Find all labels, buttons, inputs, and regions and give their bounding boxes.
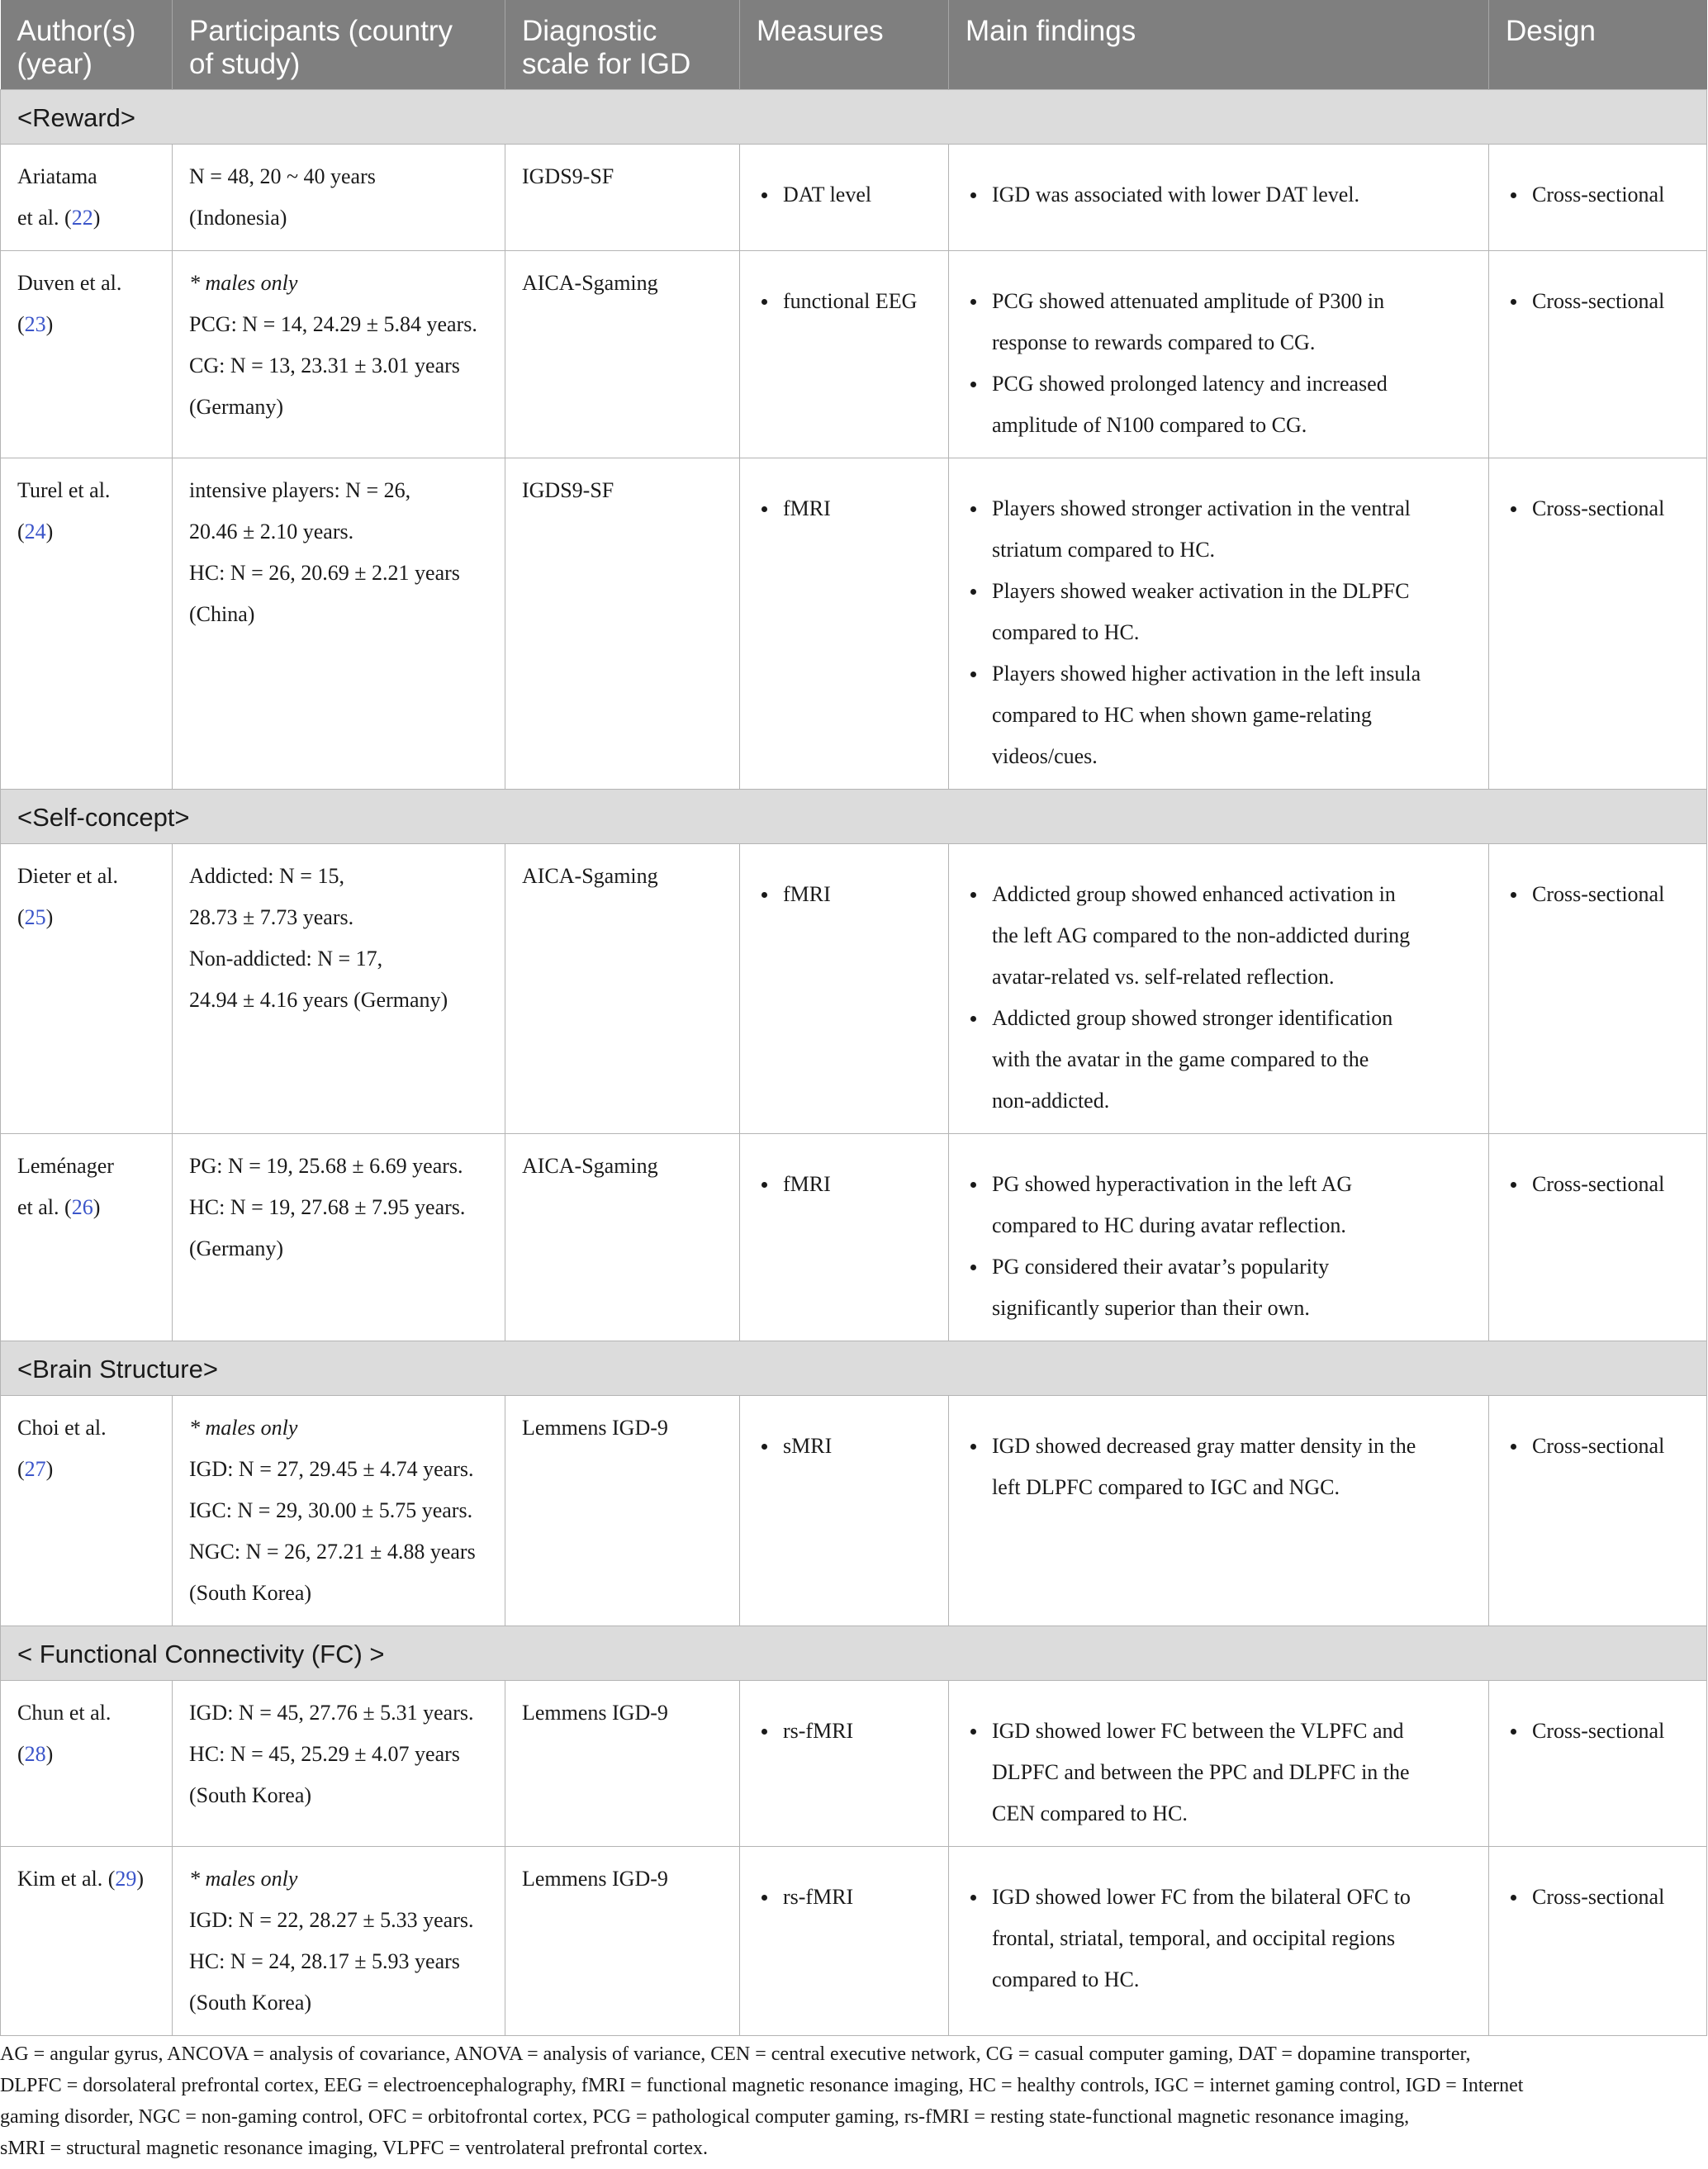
footnote-line: gaming disorder, NGC = non-gaming control, OFC = orbitofrontal cortex, PCG = pathological computer gaming, rs-fMRI = resting state-functional magnetic resonance imaging, — [0, 2106, 1410, 2128]
scale-value: AICA-Sgaming — [522, 864, 658, 888]
list-item — [992, 1877, 1473, 2001]
author-line: et al. ( — [17, 1195, 72, 1219]
author-cell — [1, 145, 173, 251]
design-list — [1504, 1426, 1691, 1467]
participants-cell — [173, 1396, 505, 1626]
design-cell — [1489, 1396, 1707, 1626]
list-item: rs-fMRI — [783, 1711, 933, 1752]
design-cell — [1489, 145, 1707, 251]
findings-list — [964, 1426, 1473, 1508]
participants-line: (China) — [189, 602, 255, 626]
author-last-line — [17, 511, 157, 553]
author-line: Ariatama — [17, 164, 97, 188]
list-item: Cross-sectional — [1532, 281, 1691, 322]
section-row — [1, 1626, 1707, 1681]
header-findings-line-1: Main findings — [965, 15, 1136, 47]
author-cell — [1, 1847, 173, 2036]
design-list — [1504, 1164, 1691, 1205]
reference-link[interactable]: 24 — [24, 520, 46, 543]
finding-line: videos/cues. — [992, 744, 1098, 768]
list-item — [992, 998, 1473, 1122]
finding-line: Players showed weaker activation in the DLPFC — [992, 579, 1410, 603]
findings-cell — [949, 251, 1489, 458]
list-item — [992, 281, 1473, 363]
author-cell — [1, 1396, 173, 1626]
findings-cell — [949, 844, 1489, 1134]
findings-cell — [949, 1681, 1489, 1847]
participants-line: IGD: N = 27, 29.45 ± 4.74 years. — [189, 1457, 474, 1481]
author-line: ( — [17, 312, 25, 336]
list-item: fMRI — [783, 488, 933, 529]
findings-cell — [949, 1134, 1489, 1341]
participants-line: Non-addicted: N = 17, — [189, 947, 383, 971]
list-item: Cross-sectional — [1532, 1877, 1691, 1918]
design-list — [1504, 874, 1691, 915]
author-last-line — [17, 197, 157, 239]
list-item — [992, 874, 1473, 998]
header-row — [1, 0, 1707, 90]
author-line: ( — [17, 1742, 25, 1766]
list-item: Cross-sectional — [1532, 174, 1691, 216]
finding-line: PCG showed attenuated amplitude of P300 in — [992, 289, 1385, 313]
scale-value: Lemmens IGD-9 — [522, 1701, 668, 1725]
header-author — [1, 0, 173, 90]
table-row — [1, 1847, 1707, 2036]
reference-link[interactable]: 28 — [24, 1742, 46, 1766]
participants-cell — [173, 1681, 505, 1847]
participants-line: (Germany) — [189, 395, 284, 419]
author-close-paren: ) — [45, 905, 54, 929]
list-item: Cross-sectional — [1532, 1426, 1691, 1467]
header-participants-line-1: Participants (country — [189, 15, 453, 47]
finding-line: PG considered their avatar’s popularity — [992, 1255, 1330, 1279]
list-item — [992, 1246, 1473, 1329]
header-measures-line-1: Measures — [757, 15, 884, 47]
scale-cell — [505, 145, 740, 251]
header-author-line-1: Author(s) — [17, 15, 136, 47]
section-row — [1, 1341, 1707, 1396]
findings-list — [964, 174, 1473, 216]
author-line: ( — [17, 905, 25, 929]
header-findings — [949, 0, 1489, 90]
header-measures — [740, 0, 949, 90]
finding-line: compared to HC when shown game-relating — [992, 703, 1372, 727]
finding-line: PG showed hyperactivation in the left AG — [992, 1172, 1353, 1196]
scale-cell — [505, 1396, 740, 1626]
table-row — [1, 1134, 1707, 1341]
participants-cell — [173, 844, 505, 1134]
list-item: fMRI — [783, 1164, 933, 1205]
participants-line: PG: N = 19, 25.68 ± 6.69 years. — [189, 1154, 463, 1178]
section-title: <Reward> — [1, 90, 1707, 145]
list-item: Cross-sectional — [1532, 488, 1691, 529]
footnote — [0, 2038, 1693, 2164]
footnote-line: AG = angular gyrus, ANCOVA = analysis of covariance, ANOVA = analysis of variance, CEN = central executive network, CG = casual computer gaming, DAT = dopamine transporter, — [0, 2043, 1471, 2065]
section-title: < Functional Connectivity (FC) > — [1, 1626, 1707, 1681]
table-row — [1, 458, 1707, 790]
list-item — [992, 1711, 1473, 1834]
findings-list — [964, 1164, 1473, 1329]
author-last-line — [17, 1858, 157, 1900]
author-close-paren: ) — [45, 312, 54, 336]
author-last-line — [17, 1734, 157, 1775]
finding-line: the left AG compared to the non-addicted during — [992, 923, 1411, 947]
findings-list — [964, 874, 1473, 1122]
measures-list — [755, 1711, 933, 1752]
scale-cell — [505, 844, 740, 1134]
author-close-paren: ) — [45, 520, 54, 543]
findings-cell — [949, 1847, 1489, 2036]
finding-line: compared to HC during avatar reflection. — [992, 1213, 1346, 1237]
author-close-paren: ) — [45, 1742, 54, 1766]
header-scale-line-2: scale for IGD — [522, 48, 691, 80]
participants-line: 20.46 ± 2.10 years. — [189, 520, 354, 543]
participants-line: (South Korea) — [189, 1783, 312, 1807]
measures-cell — [740, 145, 949, 251]
measures-list — [755, 488, 933, 529]
design-list — [1504, 281, 1691, 322]
author-line: Duven et al. — [17, 271, 122, 295]
participants-line: N = 48, 20 ~ 40 years — [189, 164, 376, 188]
measures-cell — [740, 844, 949, 1134]
participants-line: HC: N = 24, 28.17 ± 5.93 years — [189, 1949, 460, 1973]
scale-value: AICA-Sgaming — [522, 271, 658, 295]
participants-line: HC: N = 19, 27.68 ± 7.95 years. — [189, 1195, 466, 1219]
author-line: ( — [17, 520, 25, 543]
scale-cell — [505, 458, 740, 790]
participants-line: HC: N = 45, 25.29 ± 4.07 years — [189, 1742, 460, 1766]
list-item: Cross-sectional — [1532, 1711, 1691, 1752]
measures-list — [755, 1426, 933, 1467]
list-item: fMRI — [783, 874, 933, 915]
finding-line: IGD showed lower FC between the VLPFC and — [992, 1719, 1404, 1743]
list-item: Cross-sectional — [1532, 874, 1691, 915]
participants-line: IGC: N = 29, 30.00 ± 5.75 years. — [189, 1498, 473, 1522]
author-line: Leménager — [17, 1154, 114, 1178]
footnote-line: DLPFC = dorsolateral prefrontal cortex, EEG = electroencephalography, fMRI = functional magnetic resonance imaging, HC = healthy controls, IGC = internet gaming control, IGD = Internet — [0, 2075, 1524, 2096]
findings-list — [964, 1711, 1473, 1834]
finding-line: avatar-related vs. self-related reflection. — [992, 965, 1335, 989]
list-item — [992, 1164, 1473, 1246]
finding-line: IGD was associated with lower DAT level. — [992, 183, 1360, 206]
scale-value: IGDS9-SF — [522, 164, 614, 188]
findings-cell — [949, 145, 1489, 251]
measures-cell — [740, 458, 949, 790]
author-close-paren: ) — [93, 206, 101, 230]
finding-line: PCG showed prolonged latency and increased — [992, 372, 1388, 396]
author-cell — [1, 1681, 173, 1847]
header-design — [1489, 0, 1707, 90]
author-cell — [1, 251, 173, 458]
design-cell — [1489, 1681, 1707, 1847]
finding-line: compared to HC. — [992, 1967, 1140, 1991]
participants-cell — [173, 1134, 505, 1341]
measures-cell — [740, 1134, 949, 1341]
table-row — [1, 1681, 1707, 1847]
header-author-line-2: (year) — [17, 48, 93, 80]
author-line: Choi et al. — [17, 1416, 107, 1440]
section-row — [1, 90, 1707, 145]
participants-line: PCG: N = 14, 24.29 ± 5.84 years. — [189, 312, 477, 336]
list-item: rs-fMRI — [783, 1877, 933, 1918]
measures-list — [755, 1877, 933, 1918]
design-cell — [1489, 458, 1707, 790]
header-participants-line-2: of study) — [189, 48, 301, 80]
participants-line: Addicted: N = 15, — [189, 864, 344, 888]
header-scale — [505, 0, 740, 90]
finding-line: left DLPFC compared to IGC and NGC. — [992, 1475, 1340, 1499]
list-item: Cross-sectional — [1532, 1164, 1691, 1205]
measures-list — [755, 874, 933, 915]
finding-line: CEN compared to HC. — [992, 1801, 1188, 1825]
list-item — [992, 363, 1473, 446]
finding-line: frontal, striatal, temporal, and occipital regions — [992, 1926, 1396, 1950]
author-last-line — [17, 1449, 157, 1490]
header-scale-line-1: Diagnostic — [522, 15, 657, 47]
table-row — [1, 145, 1707, 251]
author-last-line — [17, 304, 157, 345]
author-cell — [1, 1134, 173, 1341]
participants-line: IGD: N = 22, 28.27 ± 5.33 years. — [189, 1908, 474, 1932]
table-body — [1, 90, 1707, 2036]
section-title: <Brain Structure> — [1, 1341, 1707, 1396]
finding-line: DLPFC and between the PPC and DLPFC in the — [992, 1760, 1410, 1784]
list-item — [992, 653, 1473, 777]
author-close-paren: ) — [93, 1195, 101, 1219]
findings-cell — [949, 1396, 1489, 1626]
finding-line: response to rewards compared to CG. — [992, 330, 1316, 354]
list-item — [992, 571, 1473, 653]
design-cell — [1489, 1847, 1707, 2036]
author-line: ( — [17, 1457, 25, 1481]
participants-line: intensive players: N = 26, — [189, 478, 411, 502]
design-cell — [1489, 251, 1707, 458]
reference-link[interactable]: 22 — [71, 206, 93, 230]
reference-link[interactable]: 25 — [24, 905, 46, 929]
list-item: DAT level — [783, 174, 933, 216]
reference-link[interactable]: 29 — [115, 1867, 137, 1891]
header-design-line-1: Design — [1506, 15, 1596, 47]
finding-line: significantly superior than their own. — [992, 1296, 1310, 1320]
scale-value: AICA-Sgaming — [522, 1154, 658, 1178]
design-cell — [1489, 844, 1707, 1134]
participants-cell — [173, 1847, 505, 2036]
findings-list — [964, 281, 1473, 446]
finding-line: Players showed higher activation in the left insula — [992, 662, 1421, 686]
participants-cell — [173, 145, 505, 251]
participants-cell — [173, 251, 505, 458]
table-row — [1, 251, 1707, 458]
participants-line: IGD: N = 45, 27.76 ± 5.31 years. — [189, 1701, 474, 1725]
design-cell — [1489, 1134, 1707, 1341]
finding-line: non-addicted. — [992, 1089, 1110, 1113]
findings-list — [964, 1877, 1473, 2001]
finding-line: with the avatar in the game compared to the — [992, 1047, 1369, 1071]
footnote-line: sMRI = structural magnetic resonance imaging, VLPFC = ventrolateral prefrontal cortex. — [0, 2138, 709, 2159]
measures-cell — [740, 1681, 949, 1847]
finding-line: compared to HC. — [992, 620, 1140, 644]
participants-line: (Indonesia) — [189, 206, 287, 230]
reference-link[interactable]: 27 — [24, 1457, 46, 1481]
finding-line: IGD showed decreased gray matter density in the — [992, 1434, 1416, 1458]
header-participants — [173, 0, 505, 90]
list-item — [992, 174, 1473, 216]
list-item — [992, 1426, 1473, 1508]
participants-note: * males only — [189, 1416, 298, 1440]
scale-value: Lemmens IGD-9 — [522, 1867, 668, 1891]
scale-cell — [505, 251, 740, 458]
participants-cell — [173, 458, 505, 790]
finding-line: Addicted group showed stronger identification — [992, 1006, 1393, 1030]
author-close-paren: ) — [45, 1457, 54, 1481]
scale-cell — [505, 1134, 740, 1341]
author-cell — [1, 844, 173, 1134]
reference-link[interactable]: 26 — [71, 1195, 93, 1219]
design-list — [1504, 488, 1691, 529]
finding-line: Addicted group showed enhanced activation in — [992, 882, 1396, 906]
finding-line: Players showed stronger activation in the ventral — [992, 496, 1411, 520]
finding-line: amplitude of N100 compared to CG. — [992, 413, 1307, 437]
author-last-line — [17, 1187, 157, 1228]
finding-line: IGD showed lower FC from the bilateral OFC to — [992, 1885, 1411, 1909]
scale-value: Lemmens IGD-9 — [522, 1416, 668, 1440]
participants-note: * males only — [189, 271, 298, 295]
participants-line: CG: N = 13, 23.31 ± 3.01 years — [189, 354, 460, 377]
participants-line: (South Korea) — [189, 1991, 312, 2015]
table-row — [1, 844, 1707, 1134]
participants-line: 24.94 ± 4.16 years (Germany) — [189, 988, 448, 1012]
design-list — [1504, 174, 1691, 216]
author-line: et al. ( — [17, 206, 72, 230]
participants-line: (Germany) — [189, 1236, 284, 1260]
reference-link[interactable]: 23 — [24, 312, 46, 336]
section-row — [1, 790, 1707, 844]
author-line: Kim et al. ( — [17, 1867, 116, 1891]
participants-line: (South Korea) — [189, 1581, 312, 1605]
list-item: functional EEG — [783, 281, 933, 322]
measures-list — [755, 1164, 933, 1205]
author-cell — [1, 458, 173, 790]
author-line: Dieter et al. — [17, 864, 118, 888]
scale-cell — [505, 1847, 740, 2036]
author-close-paren: ) — [136, 1867, 145, 1891]
participants-line: NGC: N = 26, 27.21 ± 4.88 years — [189, 1540, 476, 1564]
section-title: <Self-concept> — [1, 790, 1707, 844]
table-row — [1, 1396, 1707, 1626]
author-line: Turel et al. — [17, 478, 111, 502]
measures-cell — [740, 251, 949, 458]
measures-list — [755, 281, 933, 322]
author-line: Chun et al. — [17, 1701, 111, 1725]
finding-line: striatum compared to HC. — [992, 538, 1216, 562]
measures-cell — [740, 1396, 949, 1626]
findings-cell — [949, 458, 1489, 790]
author-last-line — [17, 897, 157, 938]
measures-list — [755, 174, 933, 216]
participants-line: HC: N = 26, 20.69 ± 2.21 years — [189, 561, 460, 585]
participants-line: 28.73 ± 7.73 years. — [189, 905, 354, 929]
scale-cell — [505, 1681, 740, 1847]
list-item — [992, 488, 1473, 571]
measures-cell — [740, 1847, 949, 2036]
design-list — [1504, 1877, 1691, 1918]
design-list — [1504, 1711, 1691, 1752]
findings-list — [964, 488, 1473, 777]
scale-value: IGDS9-SF — [522, 478, 614, 502]
participants-note: * males only — [189, 1867, 298, 1891]
list-item: sMRI — [783, 1426, 933, 1467]
